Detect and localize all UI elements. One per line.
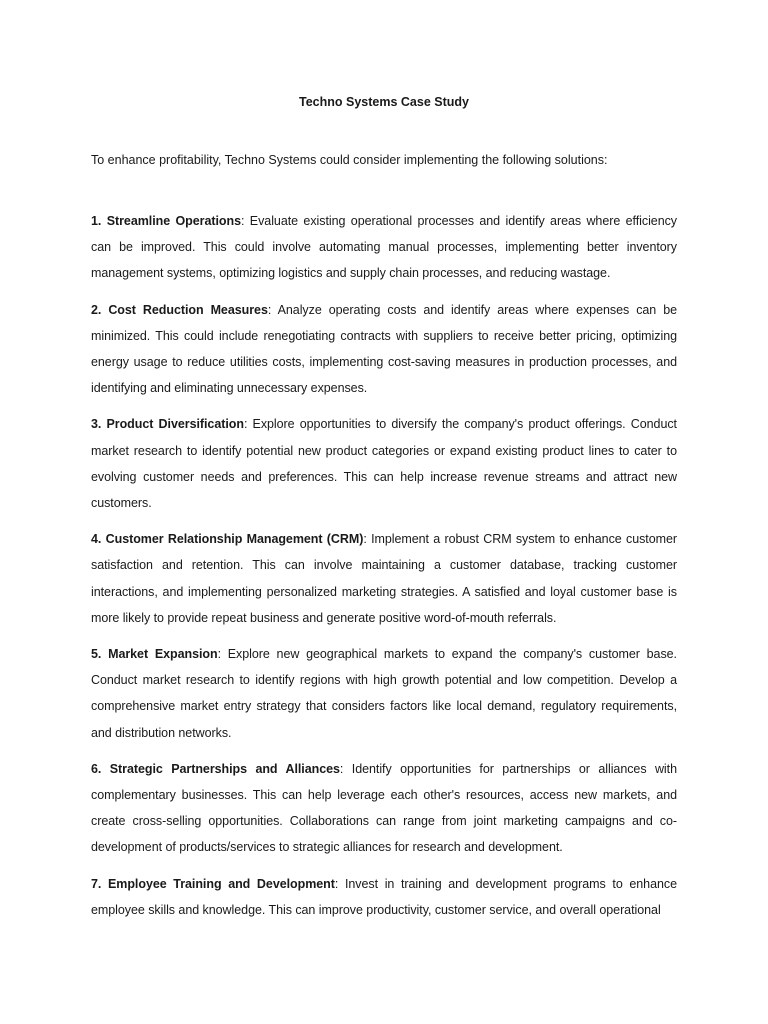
solution-heading: 4. Customer Relationship Management (CRM) <box>91 532 364 547</box>
solution-body: : Explore opportunities to diversify the company's product offerings. Conduct market research to identify potential new product categories or expand existing product lines to cater to evolving customer needs and preferences. This can help increase revenue streams and attract new customers. <box>91 417 677 511</box>
solution-heading: 7. Employee Training and Development <box>91 876 335 891</box>
solution-item <box>91 756 677 861</box>
solution-body: : Identify opportunities for partnerships or alliances with complementary businesses. This can help leverage each other's resources, access new markets, and create cross-selling opportunities. Collaborations can range from joint marketing campaigns and co-development of products/services to strategic alliances for research and development. <box>91 761 677 855</box>
document-title: Techno Systems Case Study <box>299 95 469 109</box>
solution-item <box>91 297 677 402</box>
solution-item <box>91 526 677 631</box>
solution-body: : Invest in training and development programs to enhance employee skills and knowledge. This can improve productivity, customer service, and overall operational <box>91 876 677 917</box>
solution-item <box>91 208 677 287</box>
solution-heading: 1. Streamline Operations <box>91 214 241 228</box>
solution-item <box>91 641 677 746</box>
solution-body: : Evaluate existing operational processes and identify areas where efficiency can be improved. This could involve automating manual processes, implementing better inventory management systems, optimizing logistics and supply chain processes, and reducing wastage. <box>91 214 678 281</box>
solution-heading: 5. Market Expansion <box>91 647 218 662</box>
intro-paragraph: To enhance profitability, Techno Systems could consider implementing the following solutions: <box>91 153 608 167</box>
solution-item <box>91 411 677 516</box>
solution-body: : Explore new geographical markets to expand the company's customer base. Conduct market research to identify regions with high growth potential and low competition. Develop a comprehensive market entry strategy that considers factors like local demand, regulatory requirements, and distribution networks. <box>91 647 677 740</box>
solution-body: : Implement a robust CRM system to enhance customer satisfaction and retention. This can involve maintaining a customer database, tracking customer interactions, and implementing personalized marketing strategies. A satisfied and loyal customer base is more likely to provide repeat business and generate positive word-of-mouth referrals. <box>91 532 677 625</box>
solution-heading: 6. Strategic Partnerships and Alliances <box>91 761 340 776</box>
solution-heading: 3. Product Diversification <box>91 417 244 432</box>
solution-heading: 2. Cost Reduction Measures <box>91 302 268 317</box>
solutions-list <box>91 208 677 933</box>
solution-body: : Analyze operating costs and identify areas where expenses can be minimized. This could include renegotiating contracts with suppliers to receive better pricing, optimizing energy usage to reduce utilities costs, implementing cost-saving measures in production processes, and identifying and eliminating unnecessary expenses. <box>91 302 678 396</box>
solution-item <box>91 871 677 923</box>
